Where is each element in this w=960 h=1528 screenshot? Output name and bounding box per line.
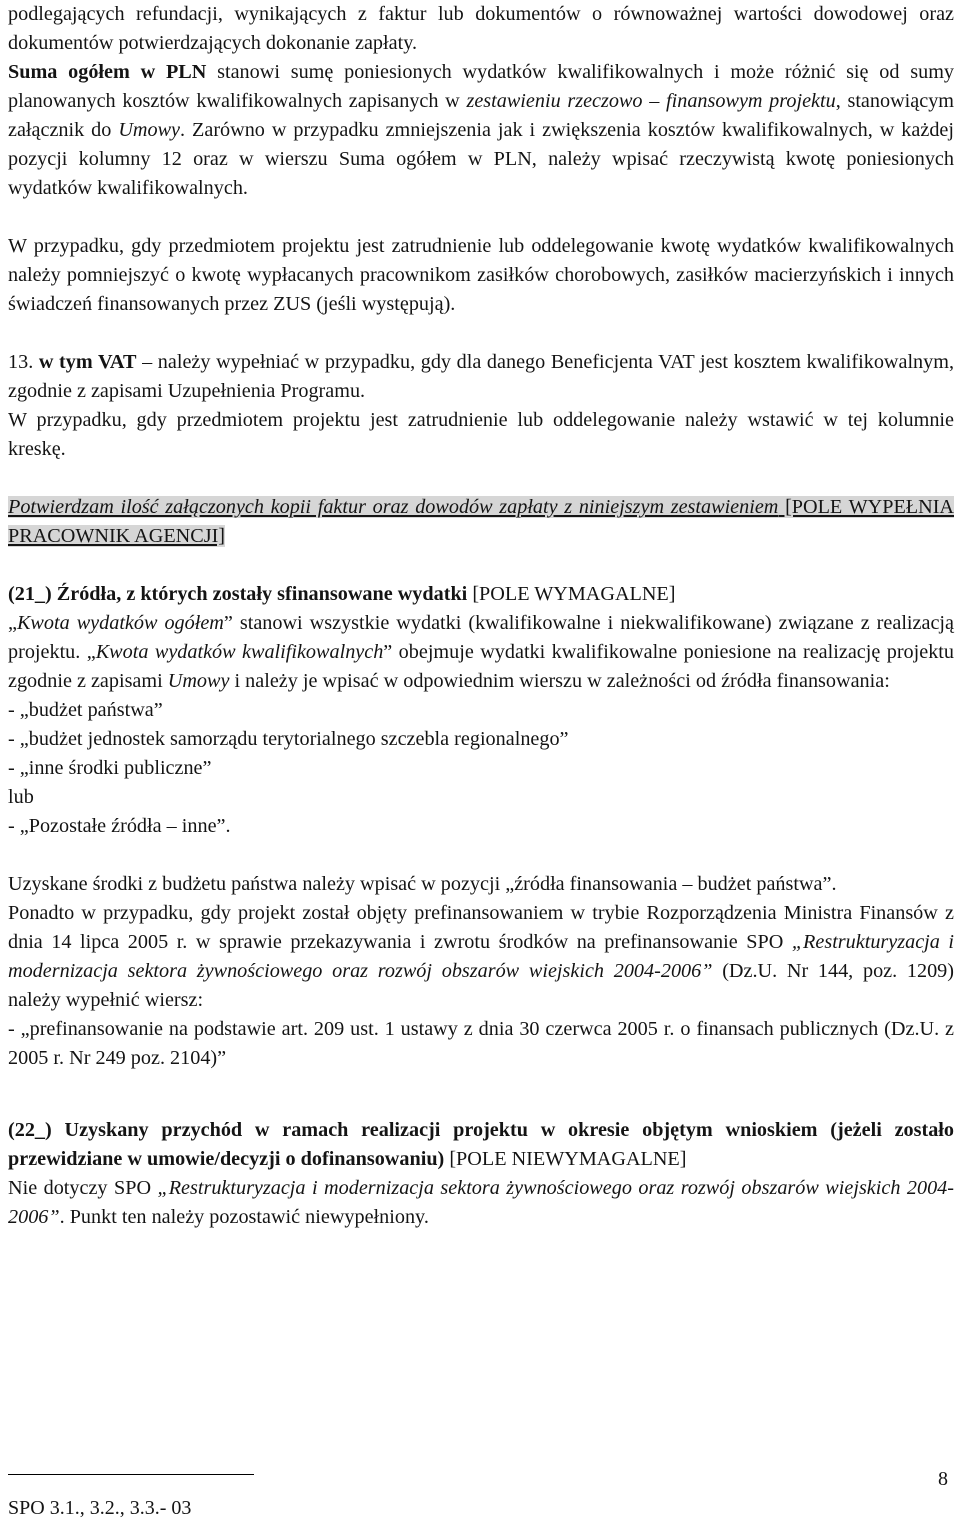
paragraph-dash-column: W przypadku, gdy przedmiotem projektu jest zatrudnienie lub oddelegowanie należy wstawić w tej kolumnie kreskę. [8, 409, 954, 460]
paragraph-prefinancing: Ponadto w przypadku, gdy projekt został objęty prefinansowaniem w trybie Rozporządzenia Ministra Finansów z dnia 14 lipca 2005 r. w sprawie przekazywania i zwrotu środków na prefinansowanie SPO „Restrukturyzacja i modernizacja sektora żywnościowego oraz rozwój obszarów wiejskich 2004-2006” (Dz.U. Nr 144, poz. 1209) należy wypełnić wiersz: [8, 902, 955, 1011]
paragraph-vat: 13. w tym VAT – należy wypełniać w przypadku, gdy dla danego Beneficjenta VAT jest kosztem kwalifikowalnym, zgodnie z zapisami Uzupełnienia Programu. [8, 351, 954, 402]
paragraph-employment: W przypadku, gdy przedmiotem projektu jest zatrudnienie lub oddelegowanie kwotę wydatków kwalifikowalnych należy pomniejszyć o kwotę wypłacanych pracownikom zasiłków chorobowych, zasiłków macierzyńskich i innych świadczeń finansowanych przez ZUS (jeśli występują). [8, 235, 954, 315]
page-number: 8 [938, 1468, 948, 1490]
paragraph-total-pln: Suma ogółem w PLN stanowi sumę poniesionych wydatków kwalifikowalnych i może różnić się od sumy planowanych kosztów kwalifikowalnych zapisanych w zestawieniu rzeczowo – finansowym projektu, stanowiącym załącznik do Umowy. Zarówno w przypadku zmniejszenia jak i zwiększenia kosztów kwalifikowalnych, w każdej pozycji kolumny 12 oraz w wierszu Suma ogółem w PLN, należy wpisać rzeczywistą kwotę poniesionych wydatków kwalifikowalnych. [8, 61, 954, 199]
document-page [8, 0, 954, 1232]
paragraph-prefinancing-row: - „prefinansowanie na podstawie art. 209 ust. 1 ustawy z dnia 30 czerwca 2005 r. o finansach publicznych (Dz.U. z 2005 r. Nr 249 poz. 2104)” [8, 1018, 954, 1069]
list-item: - „Pozostałe źródła – inne”. [8, 815, 231, 837]
paragraph-confirmation: Potwierdzam ilość załączonych kopii faktur oraz dowodów zapłaty z niniejszym zestawieniem [POLE WYPEŁNIA PRACOWNIK AGENCJI] [8, 496, 954, 547]
footer-document-code: SPO 3.1., 3.2., 3.3.- 03 [8, 1497, 192, 1519]
paragraph-refund-docs: podlegających refundacji, wynikających z faktur lub dokumentów o równoważnej wartości dowodowej oraz dokumentów potwierdzających dokonanie zapłaty. [8, 3, 954, 54]
term-total-pln: Suma ogółem w PLN [8, 61, 207, 83]
section-22-body: Nie dotyczy SPO „Restrukturyzacja i modernizacja sektora żywnościowego oraz rozwój obszarów wiejskich 2004-2006”. Punkt ten należy pozostawić niewypełniony. [8, 1177, 954, 1228]
list-item: lub [8, 786, 34, 808]
term-vat: w tym VAT [38, 351, 137, 373]
list-item: - „budżet jednostek samorządu terytorialnego szczebla regionalnego” [8, 728, 569, 750]
paragraph-state-budget: Uzyskane środki z budżetu państwa należy wpisać w pozycji „źródła finansowania – budżet państwa”. [8, 873, 837, 895]
section-21-heading: (21_) Źródła, z których zostały sfinansowane wydatki [POLE WYMAGALNE] [8, 583, 676, 605]
section-22-heading: (22_) Uzyskany przychód w ramach realizacji projektu w okresie objętym wnioskiem (jeżeli zostało przewidziane w umowie/decyzji o dofinansowaniu) [POLE NIEWYMAGALNE] [8, 1119, 954, 1170]
section-21-body: „Kwota wydatków ogółem” stanowi wszystkie wydatki (kwalifikowalne i niekwalifikowane) związane z realizacją projektu. „Kwota wydatków kwalifikowalnych” obejmuje wydatki kwalifikowalne poniesione na realizację projektu zgodnie z zapisami Umowy i należy je wpisać w odpowiednim wierszu w zależności od źródła finansowania: [8, 612, 954, 692]
list-item: - „budżet państwa” [8, 699, 163, 721]
footer-divider [8, 1474, 254, 1475]
list-item: - „inne środki publiczne” [8, 757, 212, 779]
